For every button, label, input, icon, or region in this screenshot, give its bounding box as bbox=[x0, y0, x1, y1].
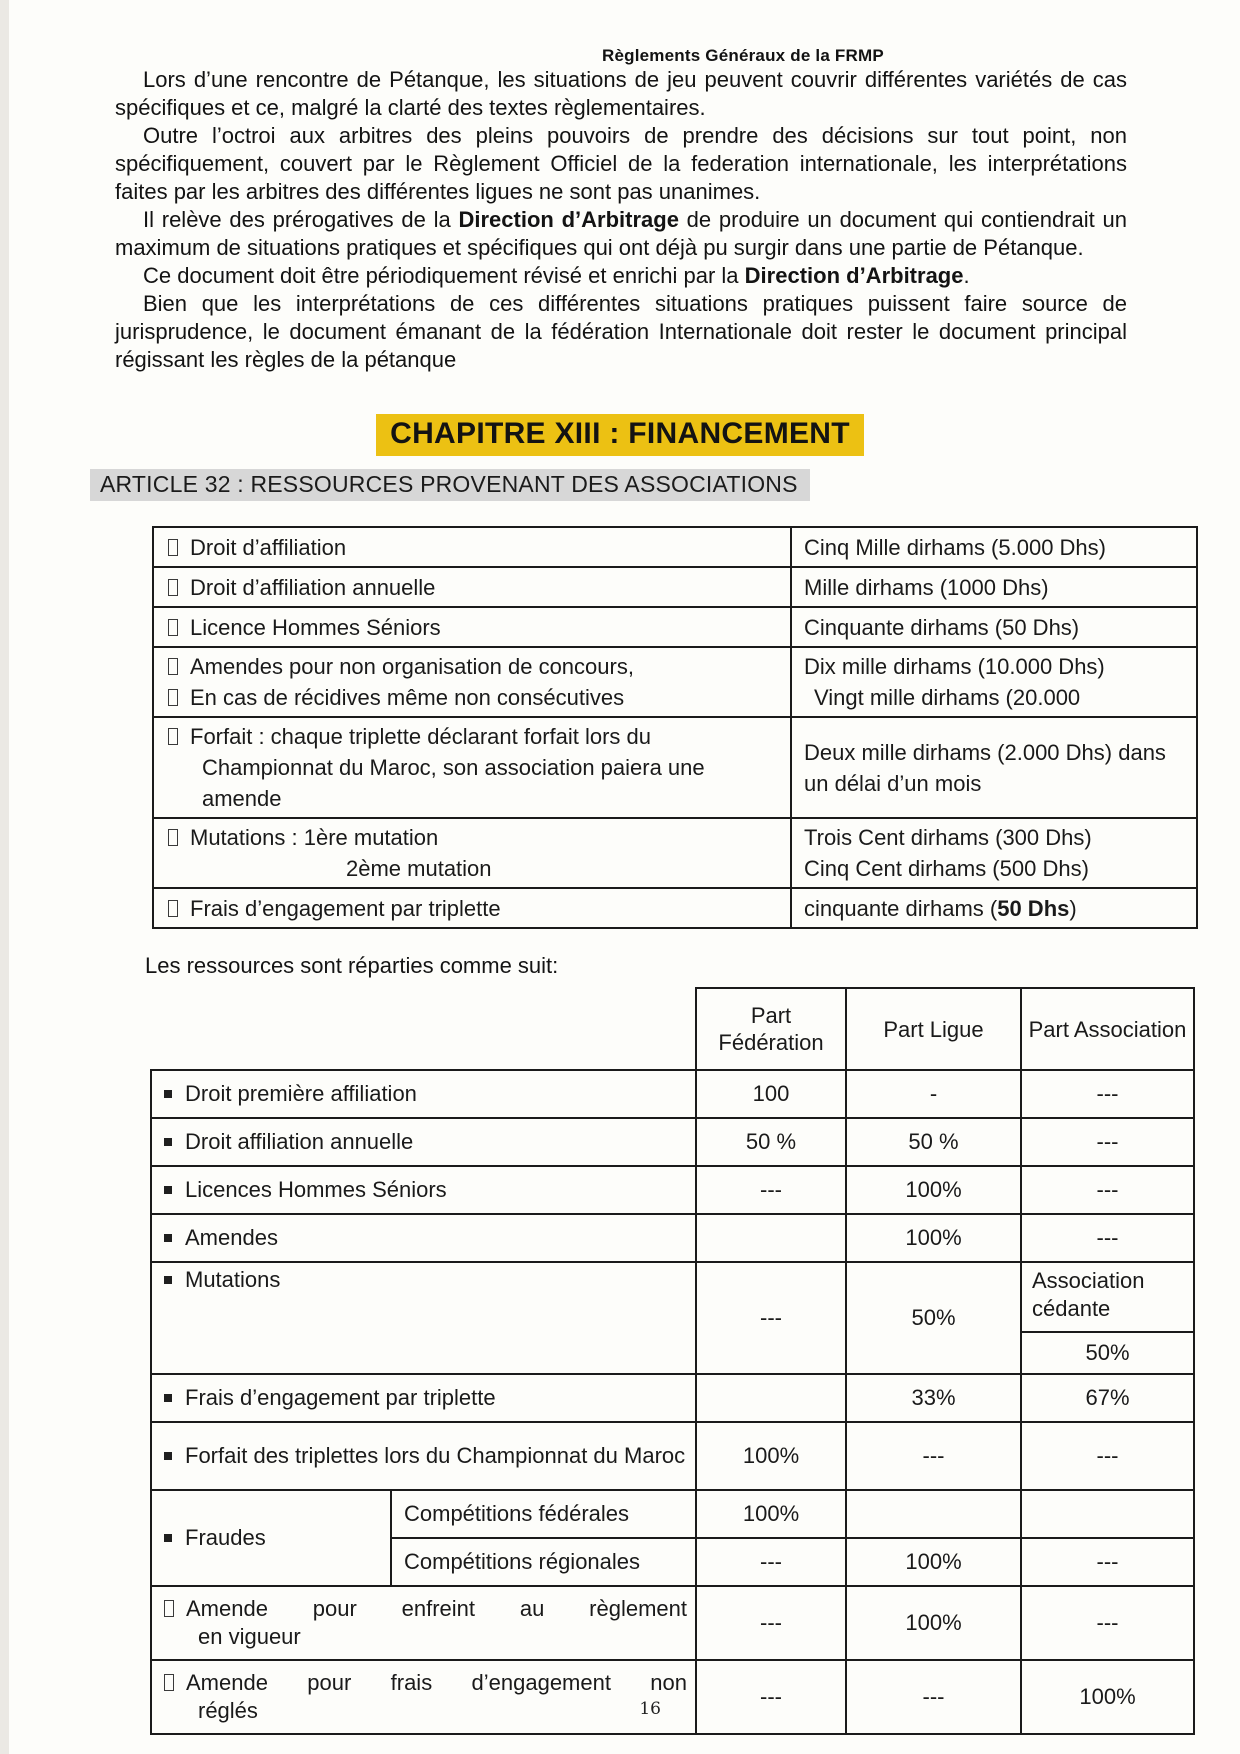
cell-federation: --- bbox=[696, 1660, 846, 1734]
table-row bbox=[153, 818, 1197, 888]
bullet-box-icon bbox=[164, 1600, 174, 1617]
fees-table bbox=[152, 526, 1198, 929]
cell-association: --- bbox=[1021, 1422, 1194, 1490]
article-heading: ARTICLE 32 : RESSOURCES PROVENANT DES ASSOCIATIONS bbox=[90, 469, 810, 501]
cell-ligue bbox=[846, 1490, 1021, 1538]
paragraph-text: Il relève des prérogatives de la bbox=[143, 207, 459, 232]
col-header-part-association: Part Association bbox=[1021, 988, 1194, 1070]
cell-association-cedante: Association cédante bbox=[1021, 1262, 1194, 1332]
row-label: Forfait des triplettes lors du Championnat du Maroc bbox=[185, 1443, 686, 1468]
sub-row-label: Compétitions régionales bbox=[391, 1538, 696, 1586]
bullet-box-icon bbox=[168, 689, 178, 706]
fee-amount-bold: 50 Dhs bbox=[997, 895, 1070, 921]
table-row bbox=[153, 527, 1197, 567]
cell-federation: --- bbox=[696, 1586, 846, 1660]
fee-amount-line: Vingt mille dirhams (20.000 bbox=[814, 685, 1081, 710]
row-label: Mutations bbox=[185, 1267, 281, 1292]
row-label-line: Amende pour frais d’engagement non bbox=[164, 1669, 687, 1697]
header-row bbox=[151, 988, 1194, 1070]
cell-ligue: - bbox=[846, 1070, 1021, 1118]
paragraph-intro: Lors d’une rencontre de Pétanque, les situations de jeu peuvent couvrir différentes variétés de cas spécifiques et ce, malgré la clarté des textes règlementaires. bbox=[115, 67, 1127, 120]
cell-ligue: 50 % bbox=[846, 1118, 1021, 1166]
paragraph-direction-arbitrage bbox=[115, 206, 1127, 262]
table-row bbox=[151, 1118, 1194, 1166]
cell-association: --- bbox=[1021, 1214, 1194, 1262]
cell-association: --- bbox=[1021, 1166, 1194, 1214]
bullet-square-icon bbox=[164, 1090, 172, 1098]
bullet-box-icon bbox=[168, 539, 178, 556]
table-row bbox=[151, 1660, 1194, 1734]
bullet-square-icon bbox=[164, 1234, 172, 1242]
paragraph-arbitres: Outre l’octroi aux arbitres des pleins pouvoirs de prendre des décisions sur tout point, non spécifiquement, couvert par le Règlement Officiel de la federation internationale, les interprétations faites par les arbitres des différentes ligues ne sont pas unanimes. bbox=[115, 123, 1127, 204]
table-row bbox=[153, 888, 1197, 928]
cell-association bbox=[1021, 1490, 1194, 1538]
header-spacer bbox=[151, 988, 696, 1070]
cell-federation: --- bbox=[696, 1166, 846, 1214]
bullet-box-icon bbox=[168, 829, 178, 846]
table-row bbox=[151, 1422, 1194, 1490]
cell-association: --- bbox=[1021, 1538, 1194, 1586]
bullet-box-icon bbox=[168, 900, 178, 917]
row-label-line: en vigueur bbox=[198, 1624, 301, 1649]
fee-label-line bbox=[168, 682, 780, 713]
row-label: Droit première affiliation bbox=[185, 1081, 417, 1106]
table-row bbox=[153, 607, 1197, 647]
table-row bbox=[153, 717, 1197, 818]
cell-association-share: 50% bbox=[1021, 1332, 1194, 1374]
table-row bbox=[151, 1586, 1194, 1660]
fee-label: Amendes pour non organisation de concours, bbox=[190, 654, 634, 679]
cell-ligue: 100% bbox=[846, 1166, 1021, 1214]
fee-label: En cas de récidives même non consécutives bbox=[190, 685, 625, 710]
fee-amount: Cinquante dirhams (50 Dhs) bbox=[804, 614, 1080, 640]
row-label: Droit affiliation annuelle bbox=[185, 1129, 414, 1154]
cell-ligue: 100% bbox=[846, 1214, 1021, 1262]
cell-association: --- bbox=[1021, 1070, 1194, 1118]
bullet-square-icon bbox=[164, 1534, 172, 1542]
cell-ligue: 33% bbox=[846, 1374, 1021, 1422]
table-row-mutations bbox=[151, 1262, 1194, 1332]
cell-federation: 100% bbox=[696, 1490, 846, 1538]
cell-federation: --- bbox=[696, 1538, 846, 1586]
table-row bbox=[151, 1166, 1194, 1214]
paragraph-text: Ce document doit être périodiquement révisé et enrichi par la bbox=[143, 263, 745, 288]
chapter-title-row bbox=[0, 414, 1240, 456]
fee-amount: Deux mille dirhams (2.000 Dhs) dans un délai d’un mois bbox=[804, 739, 1166, 796]
table-row bbox=[153, 567, 1197, 607]
fee-amount: ) bbox=[1069, 895, 1077, 921]
row-label: Licences Hommes Séniors bbox=[185, 1177, 447, 1202]
paragraph-jurisprudence: Bien que les interprétations de ces différentes situations pratiques puissent faire source de jurisprudence, le document émanant de la fédération Internationale doit rester le document principal régissant les règles de la pétanque bbox=[115, 291, 1127, 372]
scan-edge-artifact bbox=[0, 0, 9, 1754]
paragraph-text: . bbox=[963, 263, 970, 288]
bullet-square-icon bbox=[164, 1276, 172, 1284]
cell-association: --- bbox=[1021, 1118, 1194, 1166]
cell-association: --- bbox=[1021, 1586, 1194, 1660]
cell-federation bbox=[696, 1374, 846, 1422]
row-label: Frais d’engagement par triplette bbox=[185, 1385, 496, 1410]
chapter-title: CHAPITRE XIII : FINANCEMENT bbox=[376, 414, 864, 456]
fee-amount: Cinq Mille dirhams (5.000 Dhs) bbox=[804, 534, 1106, 560]
fee-label: Mutations : 1ère mutation bbox=[190, 825, 439, 850]
cell-federation: 100% bbox=[696, 1422, 846, 1490]
bullet-square-icon bbox=[164, 1186, 172, 1194]
row-label: Amendes bbox=[185, 1225, 278, 1250]
table-row bbox=[151, 1374, 1194, 1422]
fee-label: Frais d’engagement par triplette bbox=[190, 895, 501, 921]
fee-amount-line: Trois Cent dirhams (300 Dhs) bbox=[804, 825, 1092, 850]
bullet-square-icon bbox=[164, 1138, 172, 1146]
sub-row-label: Compétitions fédérales bbox=[391, 1490, 696, 1538]
col-header-part-ligue: Part Ligue bbox=[846, 988, 1021, 1070]
table-row bbox=[151, 1070, 1194, 1118]
cell-ligue: --- bbox=[846, 1422, 1021, 1490]
paragraph-revision bbox=[115, 262, 1127, 290]
fee-label-line: 2ème mutation bbox=[346, 856, 492, 881]
bullet-box-icon bbox=[168, 619, 178, 636]
bullet-box-icon bbox=[164, 1674, 174, 1691]
bullet-square-icon bbox=[164, 1394, 172, 1402]
cell-association: 67% bbox=[1021, 1374, 1194, 1422]
cell-ligue: 100% bbox=[846, 1538, 1021, 1586]
bullet-box-icon bbox=[168, 658, 178, 675]
fee-label-line bbox=[168, 651, 780, 682]
fee-amount-line: Cinq Cent dirhams (500 Dhs) bbox=[804, 856, 1089, 881]
table-row-fraudes bbox=[151, 1490, 1194, 1538]
fee-label: Droit d’affiliation annuelle bbox=[190, 574, 436, 600]
row-label-line: réglés bbox=[198, 1698, 258, 1723]
cell-federation: 50 % bbox=[696, 1118, 846, 1166]
col-header-part-federation: Part Fédération bbox=[696, 988, 846, 1070]
fee-label: Forfait : chaque triplette déclarant forfait lors du Championnat du Maroc, son association paiera une amende bbox=[168, 721, 780, 814]
fee-amount-line: Dix mille dirhams (10.000 Dhs) bbox=[804, 654, 1105, 679]
distribution-intro: Les ressources sont réparties comme suit: bbox=[145, 953, 559, 978]
cell-federation: 100 bbox=[696, 1070, 846, 1118]
table-row bbox=[151, 1214, 1194, 1262]
bold-direction-arbitrage: Direction d’Arbitrage bbox=[458, 207, 679, 232]
cell-ligue: 100% bbox=[846, 1586, 1021, 1660]
bullet-square-icon bbox=[164, 1452, 172, 1460]
fee-label: Licence Hommes Séniors bbox=[190, 614, 441, 640]
cell-association: 100% bbox=[1021, 1660, 1194, 1734]
fee-amount: cinquante dirhams ( bbox=[804, 895, 998, 921]
fee-label-line bbox=[168, 822, 780, 853]
bullet-box-icon bbox=[168, 579, 178, 596]
document-header: Règlements Généraux de la FRMP bbox=[602, 46, 884, 65]
table-row bbox=[153, 647, 1197, 717]
row-label-line: Amende pour enfreint au règlement bbox=[164, 1595, 687, 1623]
bold-direction-arbitrage: Direction d’Arbitrage bbox=[744, 263, 964, 288]
cell-ligue: --- bbox=[846, 1660, 1021, 1734]
page-number: 16 bbox=[639, 1699, 661, 1719]
row-label: Fraudes bbox=[185, 1525, 266, 1550]
fee-label: Droit d’affiliation bbox=[190, 534, 347, 560]
distribution-table bbox=[150, 987, 1195, 1735]
paragraph-text: de produire un document qui contiendrait un maximum de situations pratiques et spécifiques qui ont déjà pu surgir dans une partie de Pétanque. bbox=[115, 207, 1127, 260]
cell-federation: --- bbox=[696, 1262, 846, 1374]
cell-federation bbox=[696, 1214, 846, 1262]
fee-amount: Mille dirhams (1000 Dhs) bbox=[804, 574, 1049, 600]
cell-ligue: 50% bbox=[846, 1262, 1021, 1374]
bullet-box-icon bbox=[168, 728, 178, 745]
